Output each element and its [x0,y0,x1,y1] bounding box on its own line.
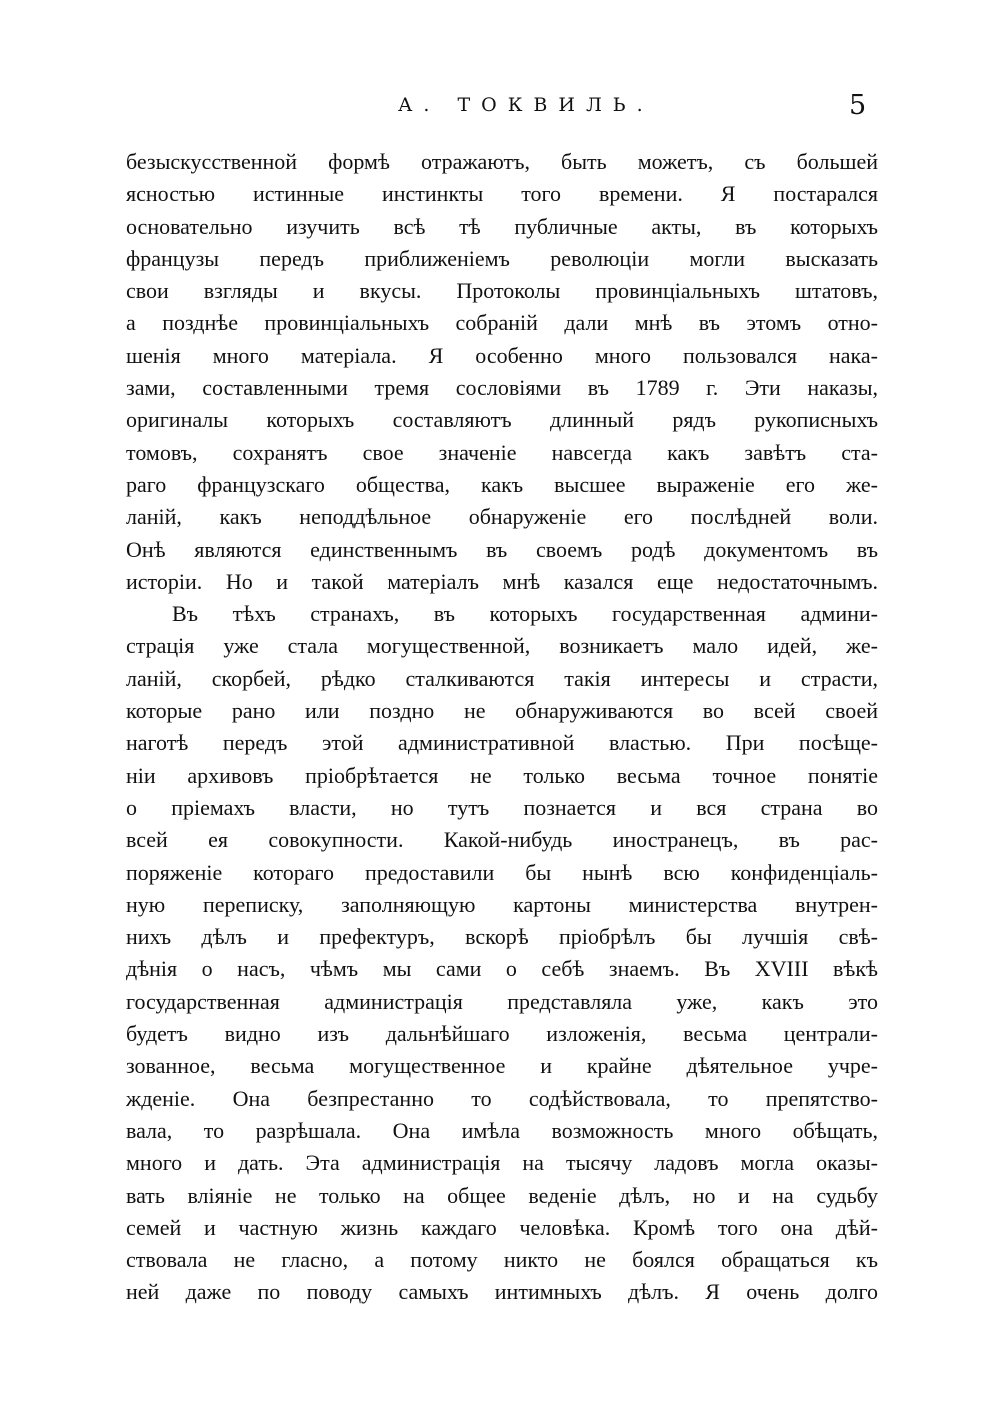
text-line: томовъ, сохранятъ свое значеніе навсегда какъ завѣтъ ста- [126,439,878,465]
text-line: а позднѣе провинціальныхъ собраній дали мнѣ въ этомъ отно- [126,310,878,336]
page-number: 5 [849,90,867,121]
text-line: ствовала не гласно, а потому никто не боялся обращаться къ [126,1247,878,1273]
text-line: будетъ видно изъ дальнѣйшаго изложенія, весьма централи- [126,1021,878,1047]
text-line: ланій, скорбей, рѣдко сталкиваются такія интересы и страсти, [126,665,878,691]
page-header [0,90,1000,124]
text-line: оригиналы которыхъ составляютъ длинный рядъ рукописныхъ [126,407,878,433]
text-line: французы передъ приближеніемъ революціи могли высказать [126,245,878,271]
text-line: которые рано или поздно не обнаруживаются во всей своей [126,698,878,724]
text-line: жденіе. Она безпрестанно то содѣйствовала, то препятство- [126,1085,878,1111]
paragraph-2 [126,598,878,1309]
text-line: о пріемахъ власти, но тутъ познается и вся страна во [126,794,878,820]
paragraph-1 [126,146,878,598]
text-line: семей и частную жизнь каждаго человѣка. Кромѣ того она дѣй- [126,1214,878,1240]
text-line: раго французскаго общества, какъ высшее выраженіе его же- [126,471,878,497]
text-line: государственная администрація представляла уже, какъ это [126,988,878,1014]
text-line: много и дать. Эта администрація на тысячу ладовъ могла оказы- [126,1150,878,1176]
text-line: наготѣ передъ этой административной властью. При посѣще- [126,730,878,756]
text-line: ніи архивовъ пріобрѣтается не только весьма точное понятіе [126,762,878,788]
text-line: безыскусственной формѣ отражаютъ, быть можетъ, съ большей [126,149,878,174]
text-line: исторіи. Но и такой матеріалъ мнѣ казался еще недостаточнымъ. [126,568,878,594]
text-line: дѣнія о насъ, чѣмъ мы сами о себѣ знаемъ. Въ XVIII вѣкѣ [126,956,878,982]
text-line: всей ея совокупности. Какой-нибудь иностранецъ, въ рас- [126,827,878,853]
text-line: ней даже по поводу самыхъ интимныхъ дѣлъ. Я очень долго [126,1279,878,1305]
text-line: поряженіе котораго предоставили бы нынѣ всю конфиденціаль- [126,859,878,885]
text-line: ланій, какъ неподдѣльное обнаруженіе его послѣдней воли. [126,504,878,530]
text-line: шенія много матеріала. Я особенно много пользовался нака- [126,342,878,368]
text-line: страція уже стала могущественной, возникаетъ мало идей, же- [126,633,878,659]
text-line: Онѣ являются единственнымъ въ своемъ родѣ документомъ въ [126,536,878,562]
text-line: вала, то разрѣшала. Она имѣла возможность много обѣщать, [126,1117,878,1143]
text-line: Въ тѣхъ странахъ, въ которыхъ государственная админи- [172,601,878,627]
text-line: вать вліяніе не только на общее веденіе дѣлъ, но и на судьбу [126,1182,878,1208]
text-line: нихъ дѣлъ и префектуръ, вскорѣ пріобрѣлъ бы лучшія свѣ- [126,924,878,950]
text-line: ясностью истинные инстинкты того времени. Я постарался [126,181,878,207]
text-line: основательно изучить всѣ тѣ публичные акты, въ которыхъ [126,213,878,239]
text-line: зами, составленными тремя сословіями въ 1789 г. Эти наказы, [126,375,878,401]
text-line: зованное, весьма могущественное и крайне дѣятельное учре- [126,1053,878,1079]
running-title: А. ТОКВИЛЬ. [398,94,654,116]
text-line: ную переписку, заполняющую картоны министерства внутрен- [126,891,878,917]
body-text [126,146,878,1309]
text-line: свои взгляды и вкусы. Протоколы провинціальныхъ штатовъ, [126,278,878,304]
